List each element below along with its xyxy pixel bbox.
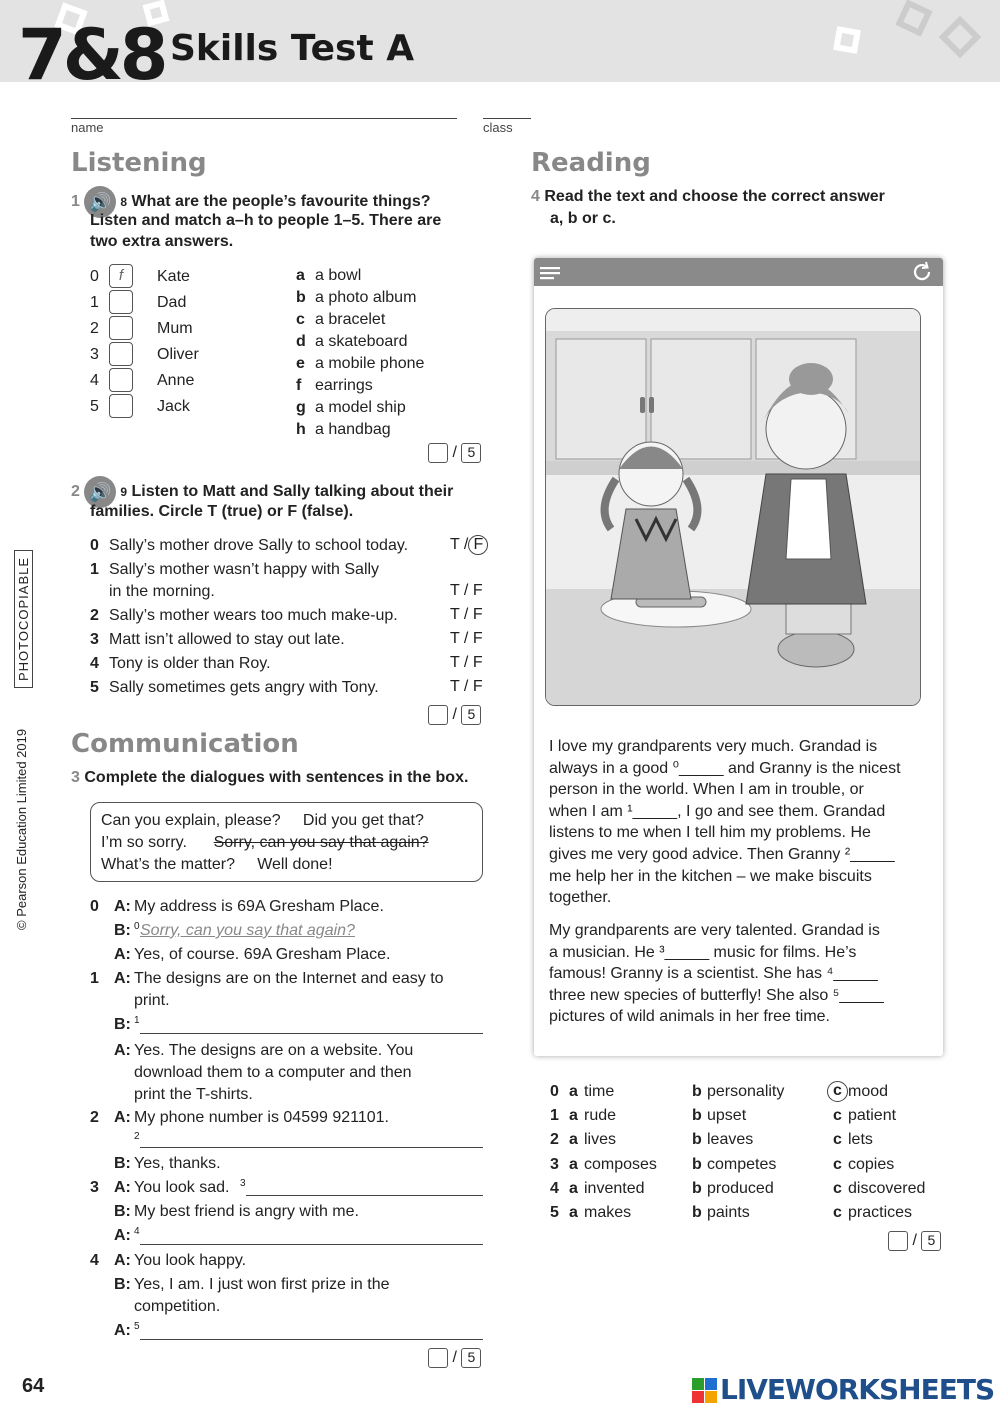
q2-item-num: 5 [90,679,99,696]
dialogue-line: Yes. The designs are on a website. You [134,1042,414,1059]
option-num: 0 [550,1083,559,1100]
option-letter-c[interactable]: c [833,1180,842,1197]
score-total: 5 [461,705,481,725]
dialogue-line: Yes, thanks. [134,1155,221,1172]
option-num: 2 [550,1131,559,1148]
dialogue-line: download them to a computer and then [134,1064,412,1081]
thing-text: a handbag [315,421,391,438]
q2-item-text: Sally’s mother wasn’t happy with Sally [109,561,380,578]
score-slash: / [452,1349,457,1367]
q1-score [428,443,481,463]
answer-blank-5[interactable] [140,1320,483,1340]
option-letter-b[interactable]: b [692,1107,702,1124]
tf-choice[interactable]: T / F [450,606,483,623]
example-answer: Sorry, can you say that again? [140,922,355,939]
thing-letter: g [296,399,306,416]
speaker-b: B: [114,1276,131,1293]
q4-instruction [531,186,951,208]
person-num: 0 [90,268,99,285]
dialogue-num: 0 [90,898,99,915]
dialogue-line: print. [134,992,170,1009]
dialogue-line: My address is 69A Gresham Place. [134,898,384,915]
q3-instruction [71,767,501,789]
q3-text: Complete the dialogues with sentences in the box. [84,769,469,786]
name-label: name [71,120,104,135]
q4-number: 4 [531,188,540,205]
score-input[interactable] [428,443,448,463]
passage-line: three new species of butterfly! She also ⁵_____ [549,986,884,1004]
blank-sup: 2 [134,1131,140,1142]
passage-line: always in a good ⁰_____ and Granny is the nicest [549,759,901,777]
answer-blank-1[interactable] [140,1014,483,1034]
blank-sup: 3 [240,1178,246,1189]
copyright-text: © Pearson Education Limited 2019 [14,728,29,930]
option-b[interactable]: personality [707,1083,785,1100]
q2-number: 2 [71,483,80,501]
option-letter-c[interactable]: c [833,1131,842,1148]
thing-letter: d [296,333,306,350]
tf-f-circled[interactable]: F [468,535,488,555]
photocopiable-label: PHOTOCOPIABLE [14,550,33,688]
answer-box[interactable]: f [109,264,133,288]
kitchen-illustration [545,308,921,706]
speaker-a: A: [114,1322,131,1339]
score-total: 5 [461,443,481,463]
option-letter-a[interactable]: a [569,1204,578,1221]
q2-score [428,705,481,725]
dialogue-line: You look sad. [134,1179,230,1196]
dialogue-line: Yes, of course. 69A Gresham Place. [134,946,391,963]
person-num: 4 [90,372,99,389]
q2-item-text: Tony is older than Roy. [109,655,271,672]
class-label: class [483,120,513,135]
dialogue-num: 4 [90,1252,99,1269]
tf-choice[interactable]: T / F [450,678,483,695]
tf-choice[interactable]: T / F [450,654,483,671]
reading-heading: Reading [531,148,651,178]
dialogue-num: 2 [90,1109,99,1126]
person-name: Mum [157,320,193,337]
option-letter-a[interactable]: a [569,1083,578,1100]
thing-text: earrings [315,377,373,394]
option-a[interactable]: time [584,1083,615,1100]
class-line[interactable] [483,118,531,119]
option-letter-b[interactable]: b [692,1083,702,1100]
option-c[interactable]: discovered [848,1180,926,1197]
score-input[interactable] [428,1348,448,1368]
box-sentence: Well done! [257,856,333,873]
thing-letter: f [296,377,302,394]
option-letter-a[interactable]: a [569,1107,578,1124]
score-total: 5 [921,1231,941,1251]
thing-letter: b [296,289,306,306]
communication-heading: Communication [71,729,299,759]
decor-square [939,16,981,58]
speaker-a: A: [114,946,131,963]
box-line-3 [101,854,472,876]
thing-letter: a [296,267,305,284]
sidebar-copyright [14,540,34,940]
grandmother-girl-baking-image [546,309,921,706]
option-b[interactable]: competes [707,1156,777,1173]
dialogue-line: My best friend is angry with me. [134,1203,359,1220]
option-letter-c[interactable]: c [833,1156,842,1173]
unit-number: 7&8 [18,14,165,96]
q3-number: 3 [71,769,80,786]
option-c[interactable]: mood [848,1083,889,1100]
speaker-a: A: [114,1252,131,1269]
q2-item-num: 4 [90,655,99,672]
q4-text-2: a, b or c. [550,210,616,227]
speaker-a: A: [114,1227,131,1244]
refresh-icon[interactable] [915,262,929,279]
box-line-1 [101,810,472,832]
q1-text-3: two extra answers. [90,233,234,250]
passage-line: pictures of wild animals in her free time. [549,1008,830,1026]
q3-score [428,1348,481,1368]
q4-score [888,1231,941,1251]
thing-letter: c [296,311,305,328]
thing-text: a photo album [315,289,417,306]
thing-text: a bracelet [315,311,386,328]
thing-text: a mobile phone [315,355,425,372]
q2-item-num: 3 [90,631,99,648]
option-b[interactable]: produced [707,1180,774,1197]
option-c[interactable]: practices [848,1204,913,1221]
tf-choice[interactable] [450,535,488,555]
card-toolbar [534,258,943,286]
option-letter-b[interactable]: b [692,1131,702,1148]
q2-item-text-2: in the morning. [109,583,215,600]
option-b[interactable]: paints [707,1204,750,1221]
passage-line: listens to me when I tell him my problems. He [549,824,871,842]
option-letter-a[interactable]: a [569,1156,578,1173]
person-num: 5 [90,398,99,415]
passage-line: My grandparents are very talented. Grandad is [549,922,880,939]
box-line-2 [101,832,472,854]
passage-line: I love my grandparents very much. Grandad is [549,738,878,755]
passage-line: a musician. He ³_____ music for films. He’s [549,943,857,961]
speaker-icon[interactable]: 🔊 [84,476,116,508]
thing-text: a model ship [315,399,406,416]
q1-number: 1 [71,193,80,211]
person-num: 3 [90,346,99,363]
passage-line: person in the world. When I am in trouble, or [549,781,864,799]
score-slash: / [912,1232,917,1250]
passage-line: famous! Granny is a scientist. She has ⁴_____ [549,965,878,983]
sentence-box [90,802,483,882]
score-total: 5 [461,1348,481,1368]
answer-blank-4[interactable] [140,1225,483,1245]
thing-letter: e [296,355,305,372]
option-a[interactable]: invented [584,1180,645,1197]
dialogue-num: 1 [90,970,99,987]
passage-line: together. [549,889,612,907]
dialogue-line: My phone number is 04599 921101. [134,1109,389,1126]
option-a[interactable]: composes [584,1156,657,1173]
option-letter-b[interactable]: b [692,1156,702,1173]
option-letter-b[interactable]: b [692,1204,702,1221]
q2-track: 9 [120,485,128,500]
answer-box[interactable] [109,290,133,314]
q2-item-text: Sally sometimes gets angry with Tony. [109,679,379,696]
option-num: 4 [550,1180,559,1197]
speaker-a: A: [114,1109,131,1126]
dialogue-line: competition. [134,1298,221,1315]
box-sentence: Can you explain, please? [101,812,281,829]
score-input[interactable] [428,705,448,725]
q2-item-text: Sally’s mother wears too much make-up. [109,607,398,624]
speaker-a: A: [114,970,131,987]
tf-t[interactable]: T / [450,536,469,553]
passage-line: gives me very good advice. Then Granny ²_____ [549,845,895,863]
passage-paragraph-2 [549,920,934,1028]
blank-sup: 5 [134,1321,140,1332]
q1-text-1: What are the people’s favourite things? [131,193,431,211]
person-num: 2 [90,320,99,337]
option-letter-a[interactable]: a [569,1180,578,1197]
dialogue-line: print the T-shirts. [134,1086,253,1103]
q2-item-text: Sally’s mother drove Sally to school today. [109,537,409,554]
reading-card [534,258,943,1056]
blank-sup: 4 [134,1226,140,1237]
option-b[interactable]: leaves [707,1131,754,1148]
passage-paragraph-1 [549,736,934,909]
q2-text-1: Listen to Matt and Sally talking about their [131,483,454,501]
page-number: 64 [22,1375,45,1397]
option-c[interactable]: lets [848,1131,873,1148]
dialogue-num: 3 [90,1179,99,1196]
q4-text-1: Read the text and choose the correct answer [544,188,885,205]
option-letter-b[interactable]: b [692,1180,702,1197]
thing-text: a bowl [315,267,362,284]
score-slash: / [452,444,457,462]
toolbar-icons [534,258,943,286]
speaker-b: B: [114,922,131,939]
speaker-a: A: [114,1179,131,1196]
liveworksheets-logo-icon [692,1378,718,1404]
name-line[interactable] [71,118,457,119]
answer-blank-3[interactable] [246,1176,483,1196]
decor-square [833,26,861,54]
speaker-a: A: [114,1042,131,1059]
person-name: Anne [157,372,195,389]
box-sentence: What’s the matter? [101,856,235,873]
blank-sup: 0 [134,921,140,932]
answer-box[interactable] [109,368,133,392]
option-letter-c[interactable]: c [833,1204,842,1221]
answer-box[interactable] [109,394,133,418]
option-c[interactable]: copies [848,1156,895,1173]
listening-heading: Listening [71,148,207,178]
person-name: Dad [157,294,187,311]
page-title: Skills Test A [170,28,415,69]
q2-text-2: families. Circle T (true) or F (false). [90,503,354,520]
person-name: Kate [157,268,190,285]
speaker-b: B: [114,1155,131,1172]
option-letter-a[interactable]: a [569,1131,578,1148]
person-num: 1 [90,294,99,311]
q1-text-2: Listen and match a–h to people 1–5. There are [90,212,442,229]
liveworksheets-logo[interactable]: LIVEWORKSHEETS [720,1373,995,1406]
speaker-icon[interactable]: 🔊 [84,186,116,218]
option-letter-c[interactable]: c [833,1107,842,1124]
thing-letter: h [296,421,306,438]
box-sentence: I’m so sorry. [101,834,187,851]
tf-choice[interactable]: T / F [450,582,483,599]
passage-line: me help her in the kitchen – we make biscuits [549,867,872,885]
speaker-a: A: [114,898,131,915]
option-num: 3 [550,1156,559,1173]
option-c[interactable]: patient [848,1107,897,1124]
passage-line: when I am ¹_____, I go and see them. Grandad [549,802,886,820]
option-letter-c-circled[interactable]: c [827,1081,848,1102]
tf-choice[interactable]: T / F [450,630,483,647]
option-a[interactable]: makes [584,1204,632,1221]
dialogue-line: Yes, I am. I just won first prize in the [134,1276,390,1293]
thing-text: a skateboard [315,333,408,350]
q2-item-num: 0 [90,537,99,554]
box-sentence: Did you get that? [302,812,424,829]
menu-icon[interactable] [540,267,560,279]
score-slash: / [452,706,457,724]
decor-square [895,0,932,37]
speaker-b: B: [114,1203,131,1220]
option-num: 5 [550,1204,559,1221]
q2-item-num: 2 [90,607,99,624]
option-b[interactable]: upset [707,1107,747,1124]
dialogue-line: You look happy. [134,1252,247,1269]
option-a[interactable]: rude [584,1107,617,1124]
score-input[interactable] [888,1231,908,1251]
q2-item-text: Matt isn’t allowed to stay out late. [109,631,345,648]
blank-sup: 1 [134,1015,140,1026]
person-name: Oliver [157,346,199,363]
dialogue-line: The designs are on the Internet and easy to [134,970,444,987]
answer-box[interactable] [109,342,133,366]
q1-track: 8 [120,195,128,210]
answer-blank-2[interactable] [140,1128,483,1148]
option-num: 1 [550,1107,559,1124]
person-name: Jack [157,398,190,415]
q2-item-num: 1 [90,561,99,578]
box-sentence-used: Sorry, can you say that again? [213,834,429,851]
speaker-b: B: [114,1016,131,1033]
answer-box[interactable] [109,316,133,340]
option-a[interactable]: lives [584,1131,617,1148]
